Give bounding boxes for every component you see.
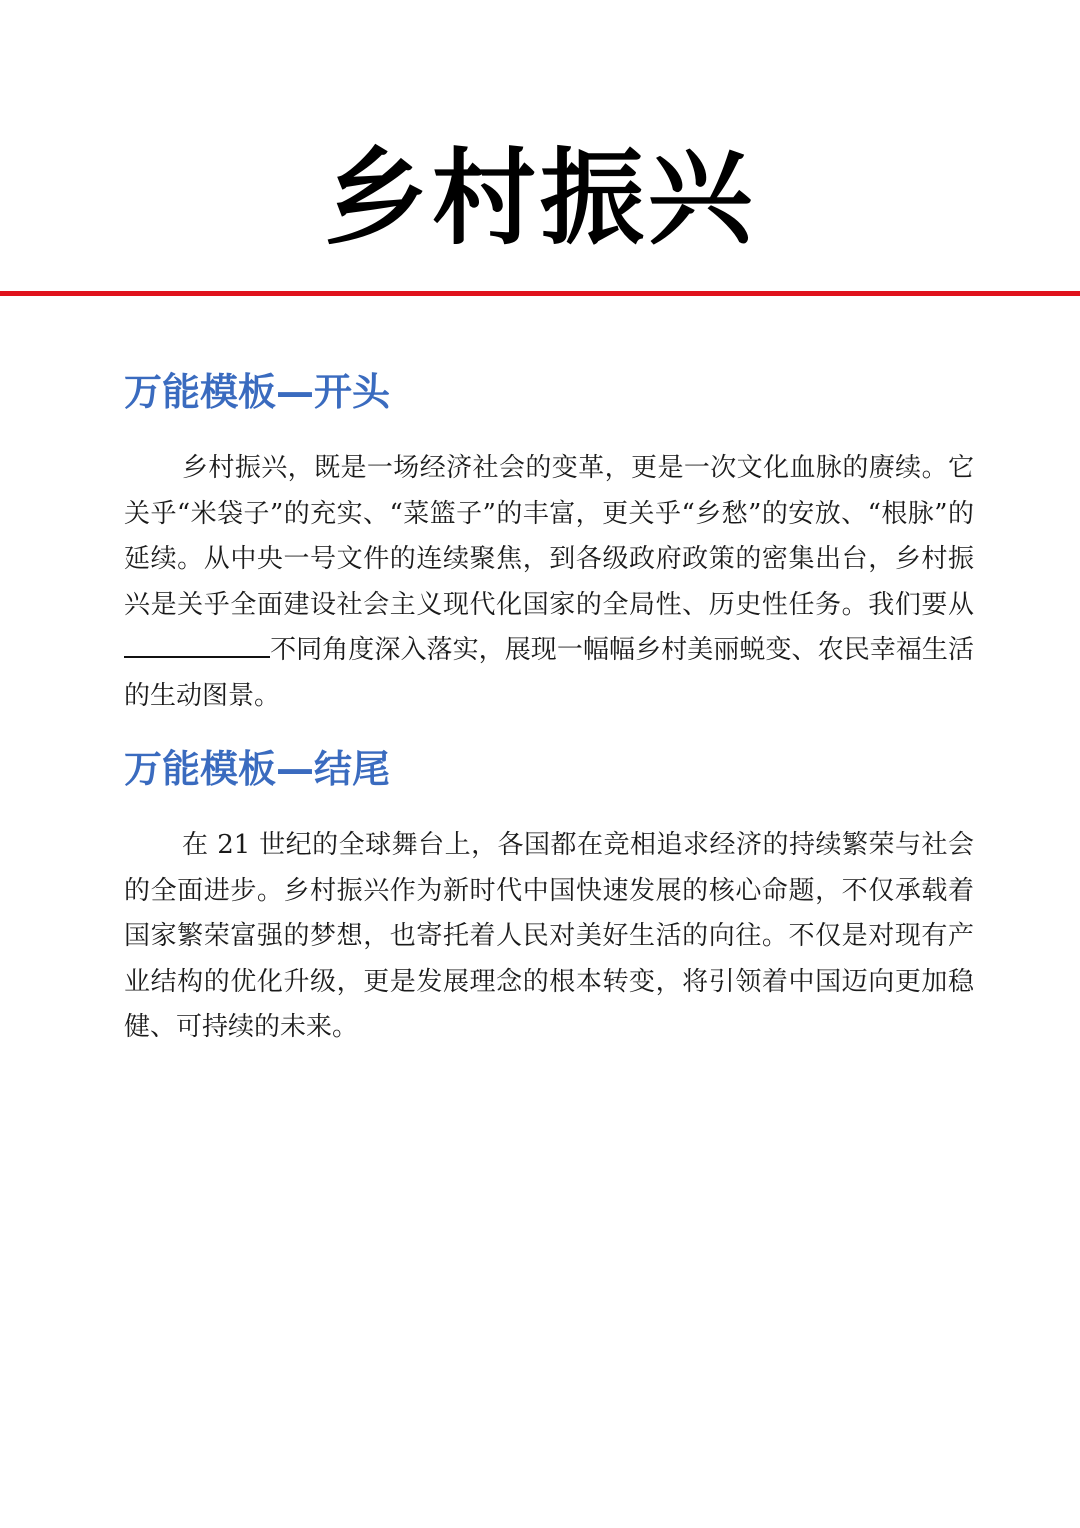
section-heading-closing: 万能模板—结尾 <box>124 747 391 791</box>
fill-in-blank <box>124 636 270 658</box>
title-divider <box>0 291 1080 296</box>
closing-paragraph: 在 21 世纪的全球舞台上，各国都在竞相追求经济的持续繁荣与社会的全面进步。乡村振兴作为新时代中国快速发展的核心命题，不仅承载着国家繁荣富强的梦想，也寄托着人民对美好生活的向往。不仅是对现有产业结构的优化升级，更是发展理念的根本转变，将引领着中国迈向更加稳健、可持续的未来。 <box>124 830 974 1042</box>
opening-paragraph <box>124 446 974 719</box>
opening-paragraph-text-end: 不同角度深入落实，展现一幅幅乡村美丽蜕变、农民幸福生活的生动图景。 <box>124 635 974 711</box>
opening-paragraph-text: 乡村振兴，既是一场经济社会的变革，更是一次文化血脉的赓续。它关乎“米袋子”的充实、“菜篮子”的丰富，更关乎“乡愁”的安放、“根脉”的延续。从中央一号文件的连续聚焦，到各级政府政策的密集出台，乡村振兴是关乎全面建设社会主义现代化国家的全局性、历史性任务。我们要从 <box>124 453 974 620</box>
document-title: 乡村振兴 <box>323 137 756 259</box>
section-heading-opening: 万能模板—开头 <box>124 370 391 414</box>
